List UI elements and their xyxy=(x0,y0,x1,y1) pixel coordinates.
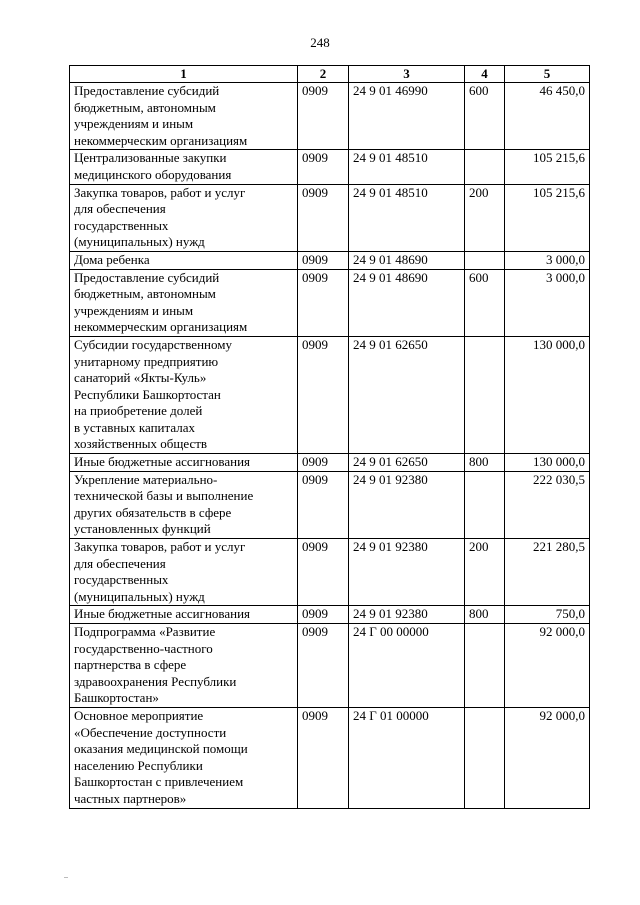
table-row xyxy=(70,251,590,269)
row-section: 0909 xyxy=(298,336,349,453)
row-name xyxy=(70,269,298,336)
table-row xyxy=(70,83,590,150)
row-name-line: некоммерческим организациям xyxy=(74,132,248,148)
row-name xyxy=(70,150,298,184)
row-amount: 130 000,0 xyxy=(505,454,590,472)
row-name xyxy=(70,83,298,150)
row-name-line: населению Республики xyxy=(74,757,203,773)
row-name-line: хозяйственных обществ xyxy=(74,436,208,452)
row-name-line: на приобретение долей xyxy=(74,403,203,419)
row-section: 0909 xyxy=(298,624,349,708)
row-target-code: 24 Г 00 00000 xyxy=(349,624,465,708)
row-name-line: медицинского оборудования xyxy=(74,166,232,182)
page-number: 248 xyxy=(310,35,330,50)
row-name-line: для обеспечения xyxy=(74,555,166,571)
row-name-line: (муниципальных) нужд xyxy=(74,588,205,604)
row-name-line: Предоставление субсидий xyxy=(74,83,220,98)
row-section: 0909 xyxy=(298,539,349,606)
row-name xyxy=(70,454,298,472)
row-amount: 92 000,0 xyxy=(505,624,590,708)
row-amount: 221 280,5 xyxy=(505,539,590,606)
row-target-code: 24 9 01 62650 xyxy=(349,454,465,472)
row-name-line: партнерства в сфере xyxy=(74,657,187,673)
row-name xyxy=(70,606,298,624)
budget-table xyxy=(69,65,590,809)
row-name-line: санаторий «Якты-Куль» xyxy=(74,370,207,386)
row-name-line: государственных xyxy=(74,572,169,588)
row-amount: 222 030,5 xyxy=(505,471,590,538)
row-section: 0909 xyxy=(298,150,349,184)
row-name-line: Закупка товаров, работ и услуг xyxy=(74,539,246,555)
row-name-line: Дома ребенка xyxy=(74,251,150,267)
row-name-line: Башкортостан с привлечением xyxy=(74,774,244,790)
table-row xyxy=(70,539,590,606)
row-name-line: учреждениям и иным xyxy=(74,302,194,318)
row-name-line: унитарному предприятию xyxy=(74,353,219,369)
column-header-3: 3 xyxy=(349,66,465,83)
row-target-code: 24 9 01 62650 xyxy=(349,336,465,453)
row-name-line: Основное мероприятие xyxy=(74,707,204,723)
scan-mark xyxy=(64,877,68,878)
row-target-code: 24 9 01 92380 xyxy=(349,471,465,538)
row-name-line: бюджетным, автономным xyxy=(74,99,216,115)
row-expense-type: 200 xyxy=(465,539,505,606)
row-name-line: учреждениям и иным xyxy=(74,116,194,132)
table-row xyxy=(70,454,590,472)
table-row xyxy=(70,336,590,453)
row-name xyxy=(70,336,298,453)
row-expense-type xyxy=(465,150,505,184)
row-section: 0909 xyxy=(298,251,349,269)
row-name-line: (муниципальных) нужд xyxy=(74,234,205,250)
row-section: 0909 xyxy=(298,606,349,624)
row-name-line: технической базы и выполнение xyxy=(74,488,254,504)
row-name-line: Укрепление материально- xyxy=(74,471,218,487)
row-amount: 105 215,6 xyxy=(505,150,590,184)
row-name-line: здравоохранения Республики xyxy=(74,673,237,689)
row-amount: 130 000,0 xyxy=(505,336,590,453)
row-expense-type: 800 xyxy=(465,454,505,472)
row-section: 0909 xyxy=(298,269,349,336)
row-name-line: Предоставление субсидий xyxy=(74,269,220,285)
row-name-line: Подпрограмма «Развитие xyxy=(74,624,216,639)
row-amount: 3 000,0 xyxy=(505,269,590,336)
row-target-code: 24 9 01 48510 xyxy=(349,184,465,251)
column-header-4: 4 xyxy=(465,66,505,83)
row-section: 0909 xyxy=(298,454,349,472)
row-target-code: 24 9 01 48690 xyxy=(349,269,465,336)
row-name-line: государственно-частного xyxy=(74,640,213,656)
row-name-line: государственных xyxy=(74,217,169,233)
table-row xyxy=(70,150,590,184)
row-amount: 750,0 xyxy=(505,606,590,624)
row-name xyxy=(70,184,298,251)
row-expense-type xyxy=(465,624,505,708)
table-row xyxy=(70,707,590,808)
row-name-line: Республики Башкортостан xyxy=(74,386,221,402)
row-name-line: в уставных капиталах xyxy=(74,419,195,435)
row-name-line: оказания медицинской помощи xyxy=(74,741,248,757)
row-name-line: установленных функций xyxy=(74,521,211,537)
row-name-line: Иные бюджетные ассигнования xyxy=(74,454,251,470)
row-target-code: 24 9 01 46990 xyxy=(349,83,465,150)
row-name-line: других обязательств в сфере xyxy=(74,504,232,520)
row-expense-type: 200 xyxy=(465,184,505,251)
table-row xyxy=(70,471,590,538)
column-header-1: 1 xyxy=(70,66,298,83)
row-target-code: 24 Г 01 00000 xyxy=(349,707,465,808)
row-expense-type: 800 xyxy=(465,606,505,624)
row-expense-type xyxy=(465,336,505,453)
row-amount: 105 215,6 xyxy=(505,184,590,251)
row-name-line: Субсидии государственному xyxy=(74,336,232,352)
row-name xyxy=(70,471,298,538)
column-header-2: 2 xyxy=(298,66,349,83)
row-target-code: 24 9 01 92380 xyxy=(349,606,465,624)
row-name xyxy=(70,539,298,606)
row-name-line: частных партнеров» xyxy=(74,790,187,806)
row-name-line: бюджетным, автономным xyxy=(74,286,216,302)
row-amount: 3 000,0 xyxy=(505,251,590,269)
row-section: 0909 xyxy=(298,83,349,150)
row-expense-type: 600 xyxy=(465,269,505,336)
row-section: 0909 xyxy=(298,707,349,808)
row-section: 0909 xyxy=(298,471,349,538)
row-amount: 92 000,0 xyxy=(505,707,590,808)
row-name xyxy=(70,707,298,808)
row-section: 0909 xyxy=(298,184,349,251)
column-header-5: 5 xyxy=(505,66,590,83)
row-name-line: «Обеспечение доступности xyxy=(74,724,227,740)
row-expense-type: 600 xyxy=(465,83,505,150)
table-row xyxy=(70,184,590,251)
row-target-code: 24 9 01 48690 xyxy=(349,251,465,269)
row-expense-type xyxy=(465,251,505,269)
table-body xyxy=(70,83,590,809)
row-name-line: Закупка товаров, работ и услуг xyxy=(74,184,246,200)
row-target-code: 24 9 01 92380 xyxy=(349,539,465,606)
row-expense-type xyxy=(465,471,505,538)
table-row xyxy=(70,606,590,624)
table-header-row xyxy=(70,66,590,83)
row-name-line: Централизованные закупки xyxy=(74,150,227,166)
table-row xyxy=(70,624,590,708)
row-target-code: 24 9 01 48510 xyxy=(349,150,465,184)
row-name xyxy=(70,624,298,708)
row-expense-type xyxy=(465,707,505,808)
table-row xyxy=(70,269,590,336)
row-name-line: Иные бюджетные ассигнования xyxy=(74,606,251,622)
row-name xyxy=(70,251,298,269)
row-name-line: для обеспечения xyxy=(74,201,166,217)
row-amount: 46 450,0 xyxy=(505,83,590,150)
row-name-line: Башкортостан» xyxy=(74,690,159,706)
row-name-line: некоммерческим организациям xyxy=(74,319,248,335)
